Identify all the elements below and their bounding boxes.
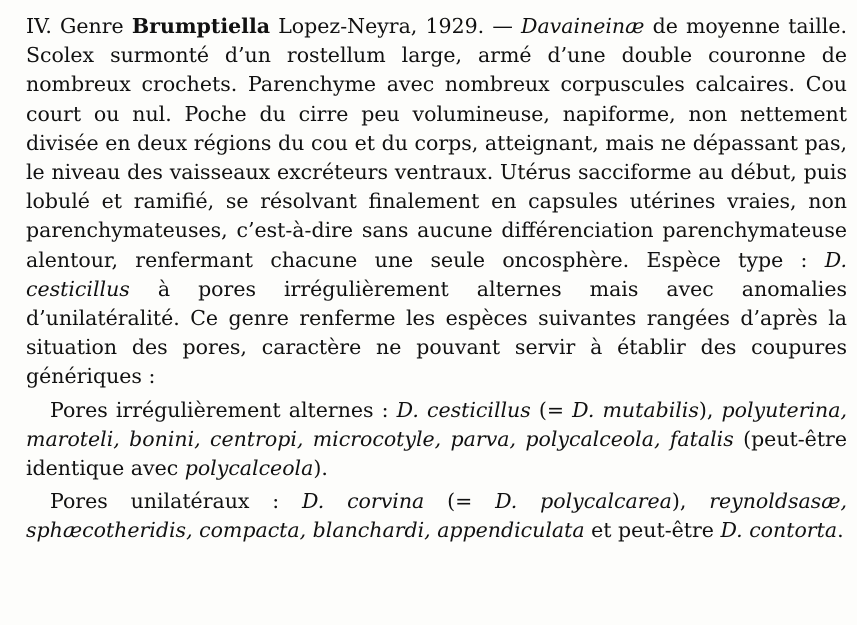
text-segment: Lopez-Neyra, 1929. — [270,14,522,38]
text-segment: (= [424,489,496,514]
text-segment: IV. Genre [26,14,132,38]
species-name: D. corvina [302,489,425,514]
text-segment: (= [530,397,573,422]
text-segment: et peut-être [584,518,721,543]
text-segment: à pores irrégulièrement alternes mais avec anomalies d’unilatéralité. Ce genre renferme les espèces suivantes rangées d’après la situation des pores, caractère ne pouvant servir à établir des coupures génériques : [26,276,847,389]
unilateral-pores-paragraph [26,487,847,545]
text-segment: Pores irrégulièrement alternes : [50,397,397,422]
text-segment: . [837,518,844,543]
species-name: D. mutabilis [572,397,699,422]
genus-description-paragraph [26,12,847,392]
species-name: D. polycalcarea [495,489,672,514]
text-segment: ). [313,456,328,481]
text-segment: ), [698,397,722,422]
species-name: polycalceola [184,456,314,481]
species-list: reynoldsasæ, sphæcotheridis, compacta, blanchardi, appendiculata [26,489,847,543]
alternate-pores-paragraph [26,396,847,484]
species-list: polyuterina, maroteli, bonini, centropi, microcotyle, parva, polycalceola, fatalis [26,397,847,451]
subfamily-name: Davaineinæ [521,14,645,38]
genus-name: Brumptiella [131,14,271,38]
text-segment: Pores unilatéraux : [50,489,303,514]
text-segment: de moyenne taille. Scolex surmonté d’un rostellum large, armé d’une double couronne de nombreux crochets. Parenchyme avec nombreux corpuscules calcaires. Cou court ou nul. Poche du cirre peu volumineuse, napiforme, non nettement divisée en deux régions du cou et du corps, atteignant, mais ne dépassant pas, le niveau des vaisseaux excréteurs ventraux. Utérus sacciforme au début, puis lobulé et ramifié, se résolvant finalement en capsules utérines vraies, non parenchymateuses, c’est-à-dire sans aucune différenciation parenchymateuse alentour, renfermant chacune une seule oncosphère. Espèce type : [26,14,847,272]
type-species-name: D. cesticillus [26,247,847,301]
species-name: D. contorta [720,518,838,543]
text-segment: (peut-être identique avec [26,426,847,481]
species-name: D. cesticillus [396,397,531,422]
text-segment: ), [671,489,710,514]
